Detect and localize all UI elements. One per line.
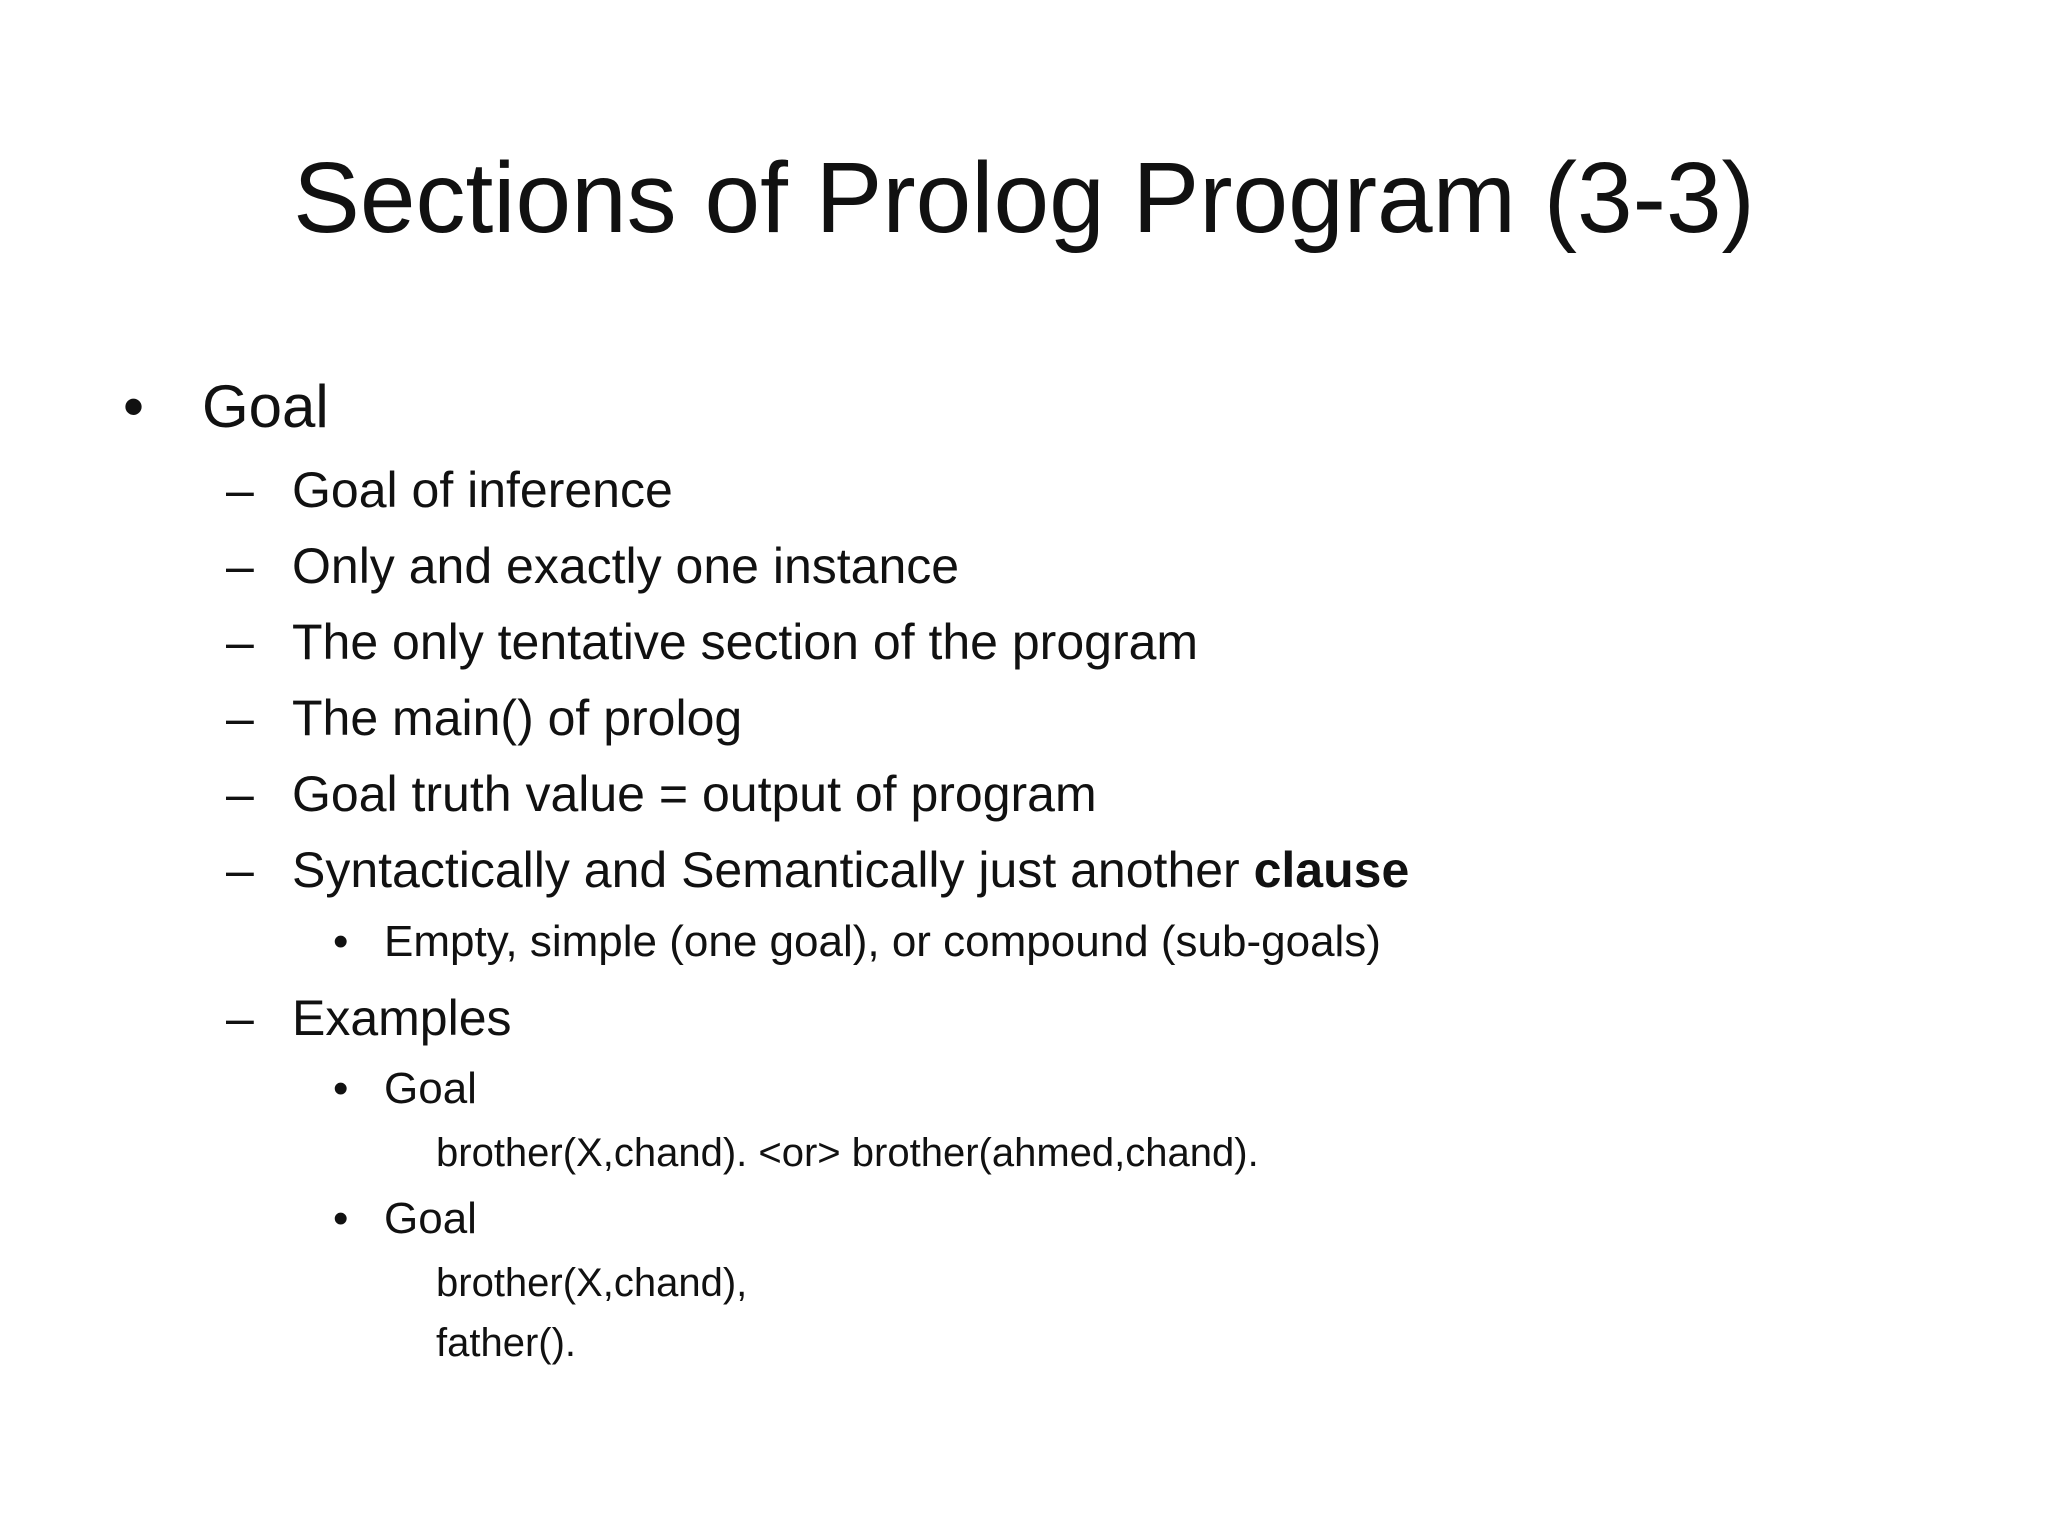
examples-label: Examples [292,990,512,1046]
bullet-icon: • [333,1064,349,1113]
list-item: The main() of prolog [292,690,743,746]
list-subitem: Empty, simple (one goal), or compound (sub-goals) [384,917,1381,966]
bullet-icon: • [333,1194,349,1243]
syntax-bold-clause: clause [1253,842,1410,898]
list-item-syntax [292,840,1409,900]
dash-icon: – [226,690,254,746]
bullet-goal-label: Goal [202,373,329,440]
dash-icon: – [226,990,254,1046]
dash-icon: – [226,614,254,670]
list-item: Only and exactly one instance [292,538,960,594]
dash-icon: – [226,462,254,518]
syntax-text: Syntactically and Semantically just another [292,842,1254,898]
dash-icon: – [226,842,254,898]
bullet-icon: • [333,917,349,966]
dash-icon: – [226,766,254,822]
example-goal-label: Goal [384,1064,477,1113]
slide-title: Sections of Prolog Program (3-3) [293,142,1755,254]
dash-icon: – [226,538,254,594]
example-code-line: brother(X,chand). <or> brother(ahmed,chand). [436,1131,1259,1175]
example-code-line: brother(X,chand), [436,1261,748,1305]
list-item: Goal of inference [292,462,673,518]
example-code-line: father(). [436,1321,577,1365]
list-item: Goal truth value = output of program [292,766,1097,822]
example-goal-label: Goal [384,1194,477,1243]
bullet-icon: • [123,373,145,440]
list-item: The only tentative section of the program [292,614,1199,670]
